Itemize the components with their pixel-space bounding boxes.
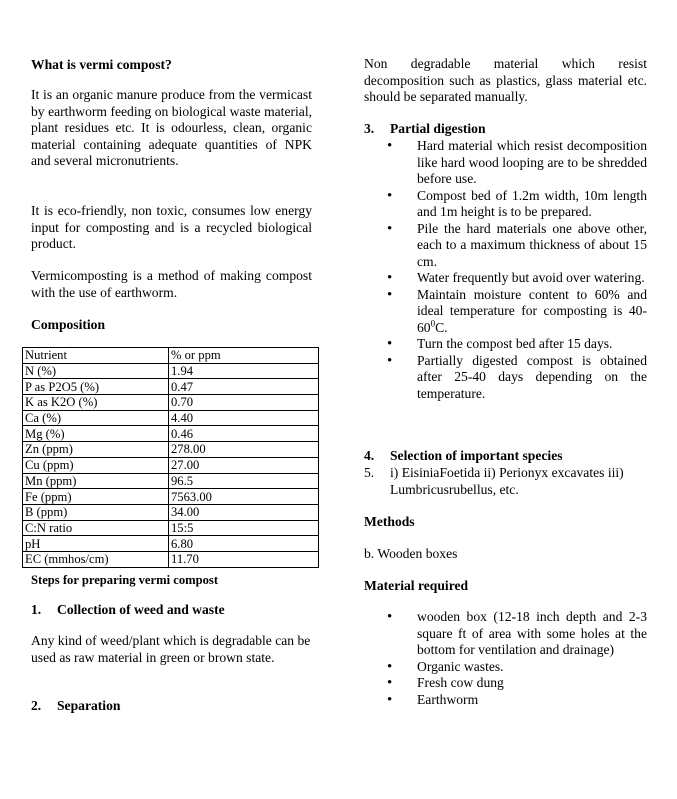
- table-cell-value: 11.70: [169, 551, 319, 567]
- list-item: • Fresh cow dung: [364, 675, 647, 692]
- table-cell-value: 4.40: [169, 410, 319, 426]
- heading-composition: Composition: [31, 317, 106, 332]
- table-cell-nutrient: Zn (ppm): [23, 442, 169, 458]
- table-cell-value: 15:5: [169, 520, 319, 536]
- separation-text: Non degradable material which resist decomposition such as plastics, glass material etc. should be separated manually.: [364, 56, 647, 104]
- step4-title: Selection of important species: [390, 448, 563, 463]
- methods-wooden-boxes: b. Wooden boxes: [364, 546, 458, 561]
- table-cell-nutrient: Cu (ppm): [23, 457, 169, 473]
- table-cell-nutrient: pH: [23, 536, 169, 552]
- step2-heading: [31, 698, 312, 715]
- composition-table: [22, 347, 319, 568]
- table-cell-nutrient: P as P2O5 (%): [23, 379, 169, 395]
- table-cell-nutrient: B (ppm): [23, 504, 169, 520]
- table-row: [23, 410, 319, 426]
- paragraph-vermicomposting: Vermicomposting is a method of making compost with the use of earthworm.: [31, 268, 312, 300]
- material-list: [364, 609, 647, 708]
- heading-steps: Steps for preparing vermi compost: [31, 573, 219, 587]
- table-row: [23, 551, 319, 567]
- table-row: [23, 457, 319, 473]
- table-cell-value: 0.46: [169, 426, 319, 442]
- table-header-row: [23, 348, 319, 364]
- step3-heading: [364, 121, 647, 138]
- paragraph-definition: It is an organic manure produce from the vermicast by earthworm feeding on biological waste material, plant residues etc. It is odourless, clean, organic material containing adequate quantities of NPK and several micronutrients.: [31, 87, 312, 168]
- list-item: • Earthworm: [364, 692, 647, 709]
- list-item: • wooden box (12-18 inch depth and 2-3 square ft of area with some holes at the bottom for ventilation and drainage): [364, 609, 647, 659]
- table-row: [23, 536, 319, 552]
- step5-text: i) EisiniaFoetida ii) Perionyx excavates iii) Lumbricusrubellus, etc.: [390, 465, 624, 497]
- table-cell-value: 1.94: [169, 363, 319, 379]
- table-cell-nutrient: N (%): [23, 363, 169, 379]
- degree-superscript: 0: [430, 317, 436, 328]
- table-cell-value: 6.80: [169, 536, 319, 552]
- step5-block: [364, 465, 647, 498]
- step1-heading: [31, 602, 312, 619]
- list-item: • Compost bed of 1.2m width, 10m length and 1m height is to be prepared.: [364, 188, 647, 221]
- step1-title: Collection of weed and waste: [57, 602, 225, 617]
- table-cell-nutrient: K as K2O (%): [23, 395, 169, 411]
- step2-number: 2.: [31, 698, 42, 713]
- list-item: • Pile the hard materials one above other, each to a maximum thickness of about 15 cm.: [364, 221, 647, 271]
- list-item: • Organic wastes.: [364, 659, 647, 676]
- paragraph-eco-friendly: It is eco-friendly, non toxic, consumes low energy input for composting and is a recycled biological product.: [31, 203, 312, 251]
- step1-text: Any kind of weed/plant which is degradable can be used as raw material in green or brown state.: [31, 633, 311, 665]
- step2-title: Separation: [57, 698, 121, 713]
- table-cell-nutrient: EC (mmhos/cm): [23, 551, 169, 567]
- table-row: [23, 363, 319, 379]
- heading-material-required: Material required: [364, 578, 469, 593]
- step3-number: 3.: [364, 121, 375, 136]
- table-cell-nutrient: Mg (%): [23, 426, 169, 442]
- table-row: [23, 504, 319, 520]
- table-row: [23, 426, 319, 442]
- list-item: • Turn the compost bed after 15 days.: [364, 336, 647, 353]
- table-cell-value: 0.70: [169, 395, 319, 411]
- table-cell-value: 96.5: [169, 473, 319, 489]
- table-cell-value: 0.47: [169, 379, 319, 395]
- heading-methods: Methods: [364, 514, 415, 529]
- step1-number: 1.: [31, 602, 42, 617]
- table-cell-value: 27.00: [169, 457, 319, 473]
- table-cell-value: 34.00: [169, 504, 319, 520]
- table-row: [23, 473, 319, 489]
- table-row: [23, 395, 319, 411]
- step3-title: Partial digestion: [390, 121, 486, 136]
- list-item: • Hard material which resist decomposition like hard wood looping are to be shredded before use.: [364, 138, 647, 188]
- table-cell-nutrient: Ca (%): [23, 410, 169, 426]
- step4-number: 4.: [364, 448, 375, 463]
- table-row: [23, 442, 319, 458]
- table-cell-value: 278.00: [169, 442, 319, 458]
- table-header-nutrient: Nutrient: [23, 348, 169, 364]
- list-item: • Water frequently but avoid over watering.: [364, 270, 647, 287]
- list-item: • Partially digested compost is obtained after 25-40 days depending on the temperature.: [364, 353, 647, 403]
- table-header-value: % or ppm: [169, 348, 319, 364]
- list-item: • Maintain moisture content to 60% and ideal temperature for composting is $40-60^0C$.: [364, 287, 647, 337]
- heading-what-is: What is vermi compost?: [31, 57, 172, 72]
- table-row: [23, 489, 319, 505]
- step3-list: [364, 138, 647, 402]
- table-cell-value: 7563.00: [169, 489, 319, 505]
- table-row: [23, 520, 319, 536]
- table-row: [23, 379, 319, 395]
- step4-heading: [364, 448, 647, 465]
- table-cell-nutrient: Fe (ppm): [23, 489, 169, 505]
- step5-number: 5.: [364, 465, 375, 480]
- table-cell-nutrient: C:N ratio: [23, 520, 169, 536]
- table-cell-nutrient: Mn (ppm): [23, 473, 169, 489]
